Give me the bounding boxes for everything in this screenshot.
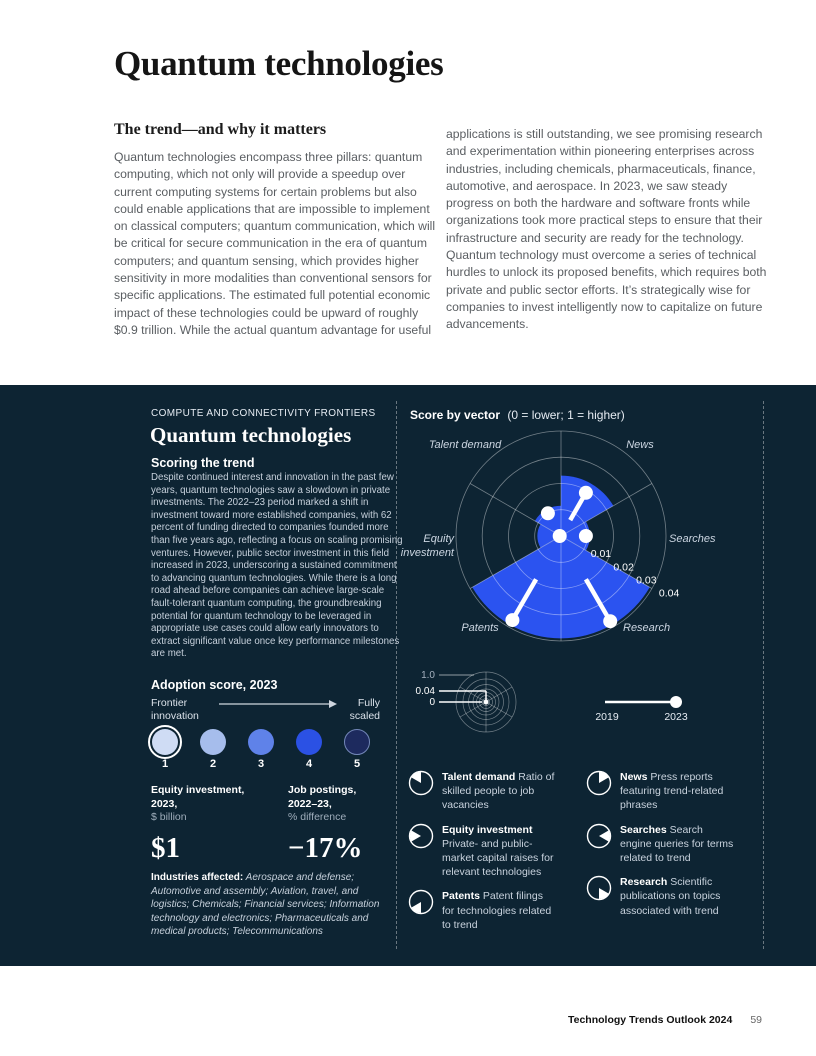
svg-text:News: News <box>626 439 654 451</box>
searches-icon <box>586 823 612 849</box>
adoption-dot-5 <box>344 729 370 755</box>
legend-column-right <box>586 770 786 932</box>
svg-text:0.04: 0.04 <box>415 686 435 697</box>
legend-item-news <box>586 770 786 813</box>
legend-term: Research <box>620 876 668 889</box>
legend-term: News <box>620 771 648 783</box>
adoption-dot-1 <box>152 729 178 755</box>
legend-term: Equity investment <box>442 823 533 836</box>
svg-text:2023: 2023 <box>664 711 688 723</box>
equity-investment-icon <box>408 823 434 849</box>
section-eyebrow: COMPUTE AND CONNECTIVITY FRONTIERS <box>151 408 376 419</box>
legend-desc: Patent filings for technologies related to trend <box>442 890 552 931</box>
research-icon <box>586 875 612 901</box>
adoption-number-4: 4 <box>305 758 313 770</box>
industries-text: Aerospace and defense; Automotive and assembly; Aviation, travel, and logistics; Chemicals; Financial services; Information technology and electronics; Pharmaceuticals and medical products; Telecommunications <box>151 872 380 938</box>
svg-text:0.02: 0.02 <box>613 561 634 574</box>
radar-chart <box>400 430 770 665</box>
footer-page-number: 59 <box>750 1014 762 1026</box>
adoption-dot-2 <box>200 729 226 755</box>
stat-sublabel: $ billion <box>151 811 187 824</box>
legend-item-research <box>586 875 786 918</box>
intro-paragraph-left: Quantum technologies encompass three pillars: quantum computing, which not only will provide a speedup over current computing systems for certain problems but also could enable applications that are impossible to implement on classical computers; quantum communication, which will be critical for secure communication in the era of quantum computers; and quantum sensing, which provides higher sensitivity in more modalities than conventional sensors for specific applications. The estimated full potential economic impact of these technologies could be upward of roughly $0.9 trillion. While the actual quantum advantage for useful <box>114 150 436 337</box>
svg-text:Talent demand: Talent demand <box>428 439 502 451</box>
adoption-dots <box>152 729 370 755</box>
dark-panel <box>0 385 816 966</box>
svg-text:Research: Research <box>623 622 671 634</box>
news-icon <box>586 770 612 796</box>
stat-value: $1 <box>151 831 180 864</box>
adoption-number-5: 5 <box>353 758 361 770</box>
legend-item-equity-investment <box>408 823 560 880</box>
svg-text:0.03: 0.03 <box>636 574 657 587</box>
vector-legend <box>408 770 786 932</box>
adoption-number-2: 2 <box>209 758 217 770</box>
scoring-heading: Scoring the trend <box>151 456 255 470</box>
svg-text:Searches: Searches <box>669 533 716 545</box>
right-arrow-icon <box>219 699 337 709</box>
svg-text:Equity: Equity <box>423 533 454 545</box>
score-by-vector-scale-note: (0 = lower; 1 = higher) <box>507 408 625 422</box>
legend-item-patents <box>408 889 560 932</box>
legend-desc: Private- and public-market capital raises for relevant technologies <box>442 837 554 879</box>
adoption-heading: Adoption score, 2023 <box>151 678 278 692</box>
stat-job-postings <box>288 784 398 865</box>
page-title: Quantum technologies <box>114 44 444 83</box>
stat-label: Job postings, 2022–23, <box>288 784 357 810</box>
stat-equity-investment <box>151 784 261 865</box>
legend-desc: Scientific publications on topics associated with trend <box>620 876 721 917</box>
scoring-text: Despite continued interest and innovation in the past few years, quantum technologies saw a slowdown in private investments. The 2022–23 period marked a shift in investment toward more established companies, with 62 percent of funding directed to companies founded more than five years ago, reflecting a focus on scaling promising ventures. However, public sector investment in this field increased in 2023, underscoring a sustained commitment to advancing quantum technologies. While there is a long road ahead before companies can achieve large-scale fault-tolerant quantum computing, the groundbreaking potential for quantum technology to be leveraged in appropriate use cases could allow early innovators to extract significant value once key performance milestones are met. <box>151 472 403 660</box>
score-by-vector-title: Score by vector <box>410 408 501 422</box>
svg-text:0: 0 <box>429 697 435 708</box>
legend-term: Talent demand <box>442 771 516 783</box>
industries-label: Industries affected: <box>151 872 244 883</box>
stat-sublabel: % difference <box>288 811 347 824</box>
adoption-scale-left-label: Frontier innovation <box>151 697 199 722</box>
footer <box>0 1014 762 1026</box>
legend-desc: Search engine queries for terms related to trend <box>620 823 734 865</box>
legend-term: Searches <box>620 823 667 836</box>
legend-desc: Press reports featuring trend-related phrases <box>620 771 724 812</box>
legend-term: Patents <box>442 890 480 903</box>
svg-text:0.04: 0.04 <box>658 587 680 600</box>
adoption-number-3: 3 <box>257 758 265 770</box>
footer-title: Technology Trends Outlook 2024 <box>567 1014 733 1026</box>
stat-value: −17% <box>288 831 363 864</box>
svg-text:0.01: 0.01 <box>590 548 612 561</box>
legend-item-talent-demand <box>408 770 560 813</box>
legend-column-left <box>408 770 560 932</box>
talent-demand-icon <box>408 770 434 796</box>
intro-heading: The trend—and why it matters <box>114 121 327 138</box>
adoption-dot-3 <box>248 729 274 755</box>
stat-label: Equity investment, 2023, <box>151 784 245 810</box>
scale-explainer-and-timeline <box>408 653 708 733</box>
patents-icon <box>408 889 434 915</box>
svg-text:Patents: Patents <box>461 622 499 634</box>
adoption-number-1: 1 <box>161 758 169 770</box>
svg-text:1.0: 1.0 <box>421 670 435 681</box>
legend-item-searches <box>586 823 786 866</box>
legend-desc: Ratio of skilled people to job vacancies <box>442 771 555 812</box>
score-by-vector-header <box>410 408 625 422</box>
svg-text:investment: investment <box>400 547 454 559</box>
intro-paragraph-right: applications is still outstanding, we see promising research and experimentation within pioneering enterprises across industries, including chemicals, pharmaceuticals, finance, automotive, and aerospace. In 2023, we saw steady progress on both the hardware and software fronts while organizations took more practical steps to ensure that their infrastructure and security are ready for the technology. Quantum technology must overcome a series of technical hurdles to unlock its proposed benefits, which requires both private and public sector efforts. It’s strategically wise for companies to invest intelligently now to capitalize on future advancements. <box>446 127 767 332</box>
adoption-numbers <box>152 758 370 770</box>
adoption-dot-4 <box>296 729 322 755</box>
industries-affected <box>151 871 399 939</box>
adoption-scale-right-label: Fully scaled <box>349 697 380 722</box>
svg-text:2019: 2019 <box>595 711 619 723</box>
panel-title: Quantum technologies <box>150 423 352 447</box>
